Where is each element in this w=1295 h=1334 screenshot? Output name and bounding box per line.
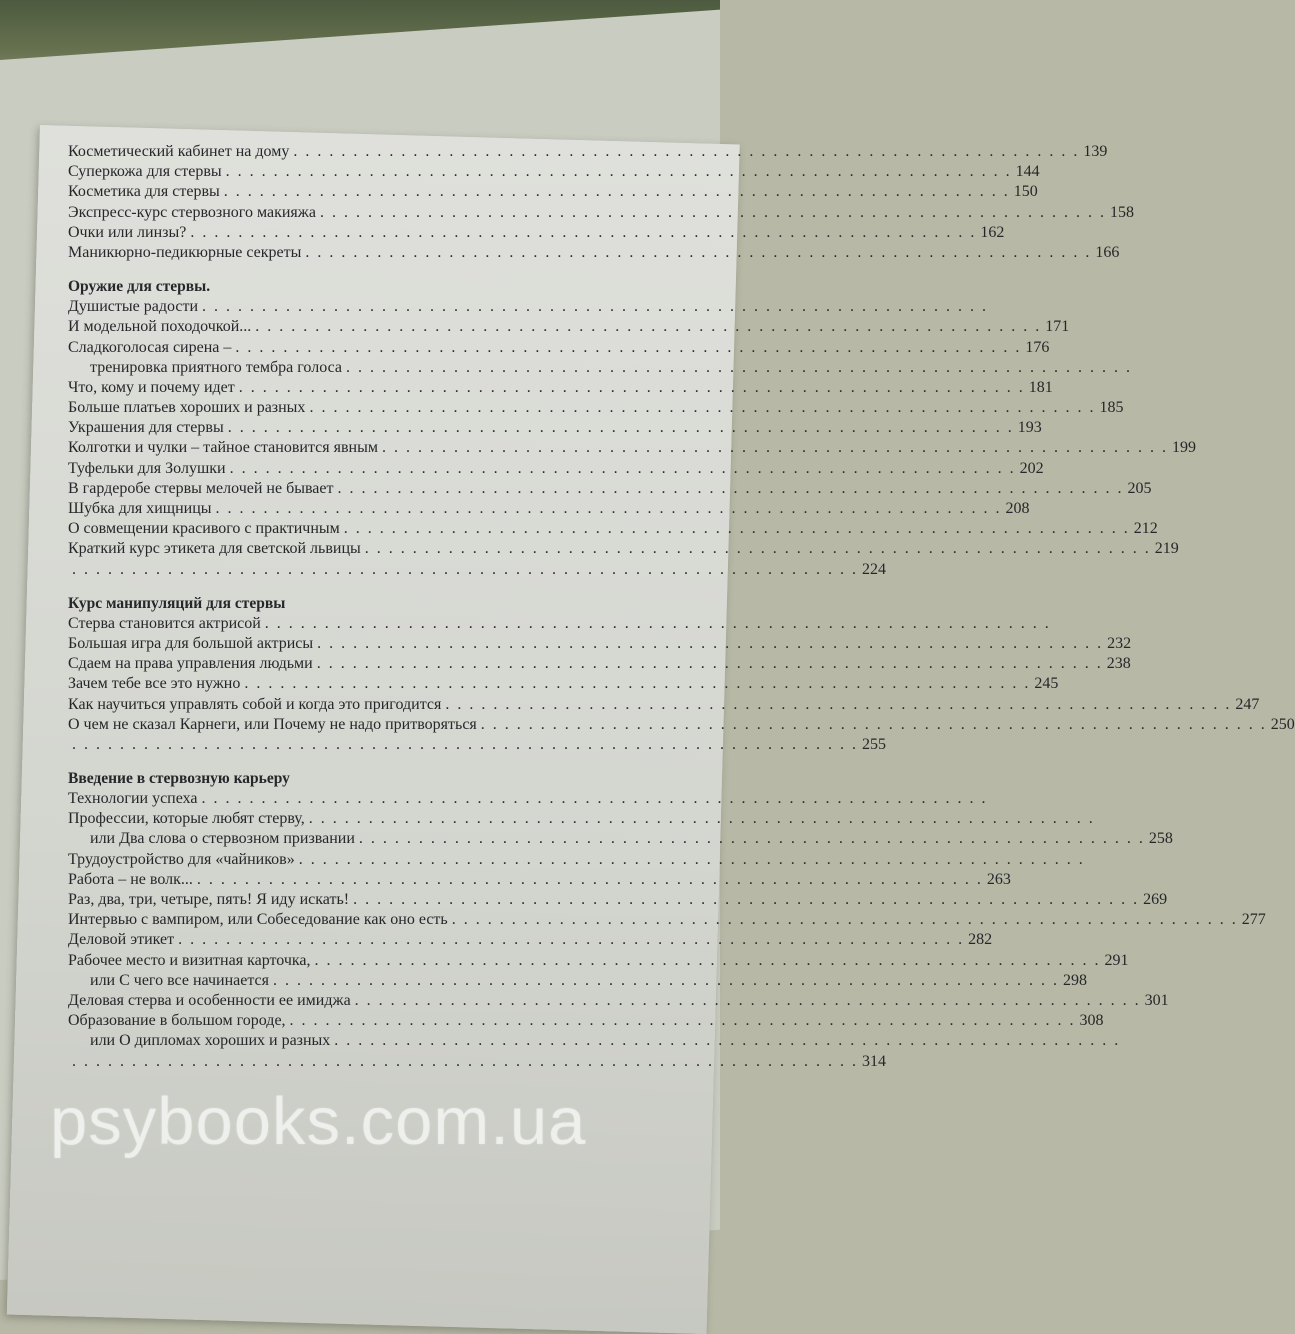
section-heading: Оружие для стервы. xyxy=(68,278,211,296)
toc-entry xyxy=(68,930,993,950)
toc-entry-title: Раз, два, три, четыре, пять! Я иду искать! xyxy=(68,891,350,908)
toc-entry-page: 144 xyxy=(1015,163,1040,181)
toc-entry-title: Туфельки для Золушки xyxy=(68,459,226,477)
toc-entry-page: 158 xyxy=(1109,203,1134,221)
dot-leader: . . . . . . . . . . . . . . . . . . . . . . . . . . . . . . . . . . . . . . . . . . . . . . . . . . . . . . . . . . . . . . . . . . xyxy=(196,870,983,888)
toc-entry xyxy=(68,809,1095,829)
toc-entry xyxy=(68,438,1196,458)
toc-entry-title: Косметический кабинет на дому xyxy=(68,143,290,160)
toc-entry-title: Что, кому и почему идет xyxy=(68,378,235,396)
dot-leader: . . . . . . . . . . . . . . . . . . . . . . . . . . . . . . . . . . . . . . . . . . . . . . . . . . . . . . . . . . . . . . . . . . xyxy=(308,810,1095,828)
section-heading: Введение в стервозную карьеру xyxy=(68,770,290,788)
toc-entry xyxy=(68,338,1050,358)
toc-entry-page: 193 xyxy=(1017,419,1042,437)
toc-entry-page: 308 xyxy=(1079,1012,1104,1030)
dot-leader: . . . . . . . . . . . . . . . . . . . . . . . . . . . . . . . . . . . . . . . . . . . . . . . . . . . . . . . . . . . . . . . . . . xyxy=(201,790,988,808)
toc-entry-title: Душистые радости xyxy=(68,298,199,316)
dot-leader: . . . . . . . . . . . . . . . . . . . . . . . . . . . . . . . . . . . . . . . . . . . . . . . . . . . . . . . . . . . . . . . . . . xyxy=(343,520,1130,538)
toc-entry-title: Образование в большом городе, xyxy=(68,1012,286,1030)
toc-entry-title: или С чего все начинается xyxy=(90,971,269,989)
toc-entry xyxy=(68,499,1030,519)
toc-entry-title: Очки или линзы? xyxy=(68,223,187,241)
toc-entry xyxy=(68,418,1042,438)
toc-entry-title: Профессии, которые любят стерву, xyxy=(68,810,305,828)
toc-entry xyxy=(68,560,886,580)
dot-leader: . . . . . . . . . . . . . . . . . . . . . . . . . . . . . . . . . . . . . . . . . . . . . . . . . . . . . . . . . . . . . . . . . . xyxy=(215,500,1002,517)
toc-entry-page: 166 xyxy=(1095,243,1120,261)
toc-entry-title: Украшения для стервы xyxy=(68,419,224,437)
dot-leader: . . . . . . . . . . . . . . . . . . . . . . . . . . . . . . . . . . . . . . . . . . . . . . . . . . . . . . . . . . . . . . . . . . xyxy=(305,243,1092,261)
dot-leader: . . . . . . . . . . . . . . . . . . . . . . . . . . . . . . . . . . . . . . . . . . . . . . . . . . . . . . . . . . . . . . . . . . xyxy=(364,540,1151,558)
toc-entry xyxy=(68,910,1266,930)
toc-entry xyxy=(68,870,1011,890)
dot-leader: . . . . . . . . . . . . . . . . . . . . . . . . . . . . . . . . . . . . . . . . . . . . . . . . . . . . . . . . . . . . . . . . . . xyxy=(235,338,1022,356)
dot-leader: . . . . . . . . . . . . . . . . . . . . . . . . . . . . . . . . . . . . . . . . . . . . . . . . . . . . . . . . . . . . . . . . . . xyxy=(314,951,1101,969)
dot-leader: . . . . . . . . . . . . . . . . . . . . . . . . . . . . . . . . . . . . . . . . . . . . . . . . . . . . . . . . . . . . . . . . . . xyxy=(227,419,1014,437)
toc-entry-title: О совмещении красивого с практичным xyxy=(68,520,340,538)
toc-entry-page: 185 xyxy=(1099,399,1124,417)
toc-entry-title: О чем не сказал Карнеги, или Почему не надо притворяться xyxy=(68,715,477,733)
dot-leader: . . . . . . . . . . . . . . . . . . . . . . . . . . . . . . . . . . . . . . . . . . . . . . . . . . . . . . . . . . . . . . . . . . xyxy=(264,614,1051,632)
toc-entry xyxy=(68,1031,1121,1051)
toc-entry xyxy=(68,695,1260,715)
toc-entry-page: 245 xyxy=(1034,675,1059,693)
toc-entry xyxy=(68,1052,886,1072)
toc-entry-title: Косметика для стервы xyxy=(68,183,220,201)
toc-entry-page: 162 xyxy=(980,223,1005,241)
dot-leader: . . . . . . . . . . . . . . . . . . . . . . . . . . . . . . . . . . . . . . . . . . . . . . . . . . . . . . . . . . . . . . . . . . xyxy=(298,850,1085,868)
toc-entry xyxy=(68,890,1168,910)
section-heading: Курс манипуляций для стервы xyxy=(68,594,286,612)
dot-leader: . . . . . . . . . . . . . . . . . . . . . . . . . . . . . . . . . . . . . . . . . . . . . . . . . . . . . . . . . . . . . . . . . . xyxy=(72,560,858,578)
toc-entry-page: 238 xyxy=(1106,655,1131,673)
toc-entry-page: 269 xyxy=(1143,891,1168,908)
toc-entry-title: Зачем тебе все это нужно xyxy=(68,675,241,693)
toc-entry xyxy=(68,1011,1104,1031)
toc-entry-title: Трудоустройство для «чайников» xyxy=(68,850,295,868)
dot-leader: . . . . . . . . . . . . . . . . . . . . . . . . . . . . . . . . . . . . . . . . . . . . . . . . . . . . . . . . . . . . . . . . . . xyxy=(354,991,1141,1009)
toc-entry-page: 255 xyxy=(862,735,886,753)
dot-leader: . . . . . . . . . . . . . . . . . . . . . . . . . . . . . . . . . . . . . . . . . . . . . . . . . . . . . . . . . . . . . . . . . . xyxy=(309,399,1096,417)
dot-leader: . . . . . . . . . . . . . . . . . . . . . . . . . . . . . . . . . . . . . . . . . . . . . . . . . . . . . . . . . . . . . . . . . . xyxy=(346,358,1132,376)
dot-leader: . . . . . . . . . . . . . . . . . . . . . . . . . . . . . . . . . . . . . . . . . . . . . . . . . . . . . . . . . . . . . . . . . . xyxy=(255,318,1042,336)
dot-leader: . . . . . . . . . . . . . . . . . . . . . . . . . . . . . . . . . . . . . . . . . . . . . . . . . . . . . . . . . . . . . . . . . . xyxy=(317,634,1104,652)
toc-entry xyxy=(68,539,1179,559)
toc-entry-page: 181 xyxy=(1028,378,1053,396)
toc-entry-title: Сладкоголосая сирена – xyxy=(68,338,232,356)
dot-leader: . . . . . . . . . . . . . . . . . . . . . . . . . . . . . . . . . . . . . . . . . . . . . . . . . . . . . . . . . . . . . . . . . . xyxy=(190,223,977,241)
toc-entry-title: Деловой этикет xyxy=(68,931,175,949)
dot-leader: . . . . . . . . . . . . . . . . . . . . . . . . . . . . . . . . . . . . . . . . . . . . . . . . . . . . . . . . . . . . . . . . . . xyxy=(72,735,858,753)
toc-entry-page: 263 xyxy=(986,870,1011,888)
dot-leader: . . . . . . . . . . . . . . . . . . . . . . . . . . . . . . . . . . . . . . . . . . . . . . . . . . . . . . . . . . . . . . . . . . xyxy=(223,183,1010,201)
toc-entry-page: 202 xyxy=(1019,459,1044,477)
toc-entry xyxy=(68,203,1134,223)
toc-entry xyxy=(68,182,1038,202)
dot-leader: . . . . . . . . . . . . . . . . . . . . . . . . . . . . . . . . . . . . . . . . . . . . . . . . . . . . . . . . . . . . . . . . . . xyxy=(353,891,1140,908)
toc-entry-title: или О дипломах хороших и разных xyxy=(90,1032,331,1050)
dot-leader: . . . . . . . . . . . . . . . . . . . . . . . . . . . . . . . . . . . . . . . . . . . . . . . . . . . . . . . . . . . . . . . . . . xyxy=(238,378,1025,396)
watermark: psybooks.com.ua xyxy=(50,1084,587,1159)
dot-leader: . . . . . . . . . . . . . . . . . . . . . . . . . . . . . . . . . . . . . . . . . . . . . . . . . . . . . . . . . . . . . . . . . . xyxy=(293,143,1080,160)
toc-entry-page: 232 xyxy=(1107,634,1132,652)
toc-entry-title: В гардеробе стервы мелочей не бывает xyxy=(68,479,334,497)
dot-leader: . . . . . . . . . . . . . . . . . . . . . . . . . . . . . . . . . . . . . . . . . . . . . . . . . . . . . . . . . . . . . . . . . . xyxy=(202,298,989,316)
toc-entry xyxy=(68,735,886,755)
toc-entry-page: 139 xyxy=(1083,143,1108,160)
toc-entry-title: Большая игра для большой актрисы xyxy=(68,634,314,652)
toc-entry-page: 224 xyxy=(862,560,886,578)
toc-entry-title: тренировка приятного тембра голоса xyxy=(90,358,342,376)
dot-leader: . . . . . . . . . . . . . . . . . . . . . . . . . . . . . . . . . . . . . . . . . . . . . . . . . . . . . . . . . . . . . . . . . . xyxy=(337,479,1124,497)
dot-leader: . . . . . . . . . . . . . . . . . . . . . . . . . . . . . . . . . . . . . . . . . . . . . . . . . . . . . . . . . . . . . . . . . . xyxy=(381,439,1168,457)
dot-leader: . . . . . . . . . . . . . . . . . . . . . . . . . . . . . . . . . . . . . . . . . . . . . . . . . . . . . . . . . . . . . . . . . . xyxy=(244,675,1031,693)
toc-entry-title: Экспресс-курс стервозного макияжа xyxy=(68,203,316,221)
toc-entry-title: Сдаем на права управления людьми xyxy=(68,655,313,673)
toc-entry xyxy=(68,614,1051,634)
toc-entry xyxy=(68,991,1169,1011)
toc-entry-title: или Два слова о стервозном призвании xyxy=(90,830,355,848)
toc-entry-title: Суперкожа для стервы xyxy=(68,163,222,181)
toc-entry-page: 282 xyxy=(968,931,993,949)
toc-entry-title: Технологии успеха xyxy=(68,790,198,808)
toc-entry-title: Рабочее место и визитная карточка, xyxy=(68,951,311,969)
dot-leader: . . . . . . . . . . . . . . . . . . . . . . . . . . . . . . . . . . . . . . . . . . . . . . . . . . . . . . . . . . . . . . . . . . xyxy=(334,1032,1121,1050)
toc-entry xyxy=(68,654,1131,674)
toc-entry xyxy=(68,715,1295,735)
toc-entry-page: 250 xyxy=(1270,715,1295,733)
toc-entry-title: Деловая стерва и особенности ее имиджа xyxy=(68,991,351,1009)
dot-leader: . . . . . . . . . . . . . . . . . . . . . . . . . . . . . . . . . . . . . . . . . . . . . . . . . . . . . . . . . . . . . . . . . . xyxy=(225,163,1012,181)
toc-entry-title: Интервью с вампиром, или Собеседование как оно есть xyxy=(68,911,448,929)
toc-entry-title: Краткий курс этикета для светской львицы xyxy=(68,540,361,558)
toc-entry xyxy=(68,850,1085,870)
toc-entry-page: 301 xyxy=(1144,991,1169,1009)
toc-entry xyxy=(68,829,1173,849)
dot-leader: . . . . . . . . . . . . . . . . . . . . . . . . . . . . . . . . . . . . . . . . . . . . . . . . . . . . . . . . . . . . . . . . . . xyxy=(72,1052,858,1070)
dot-leader: . . . . . . . . . . . . . . . . . . . . . . . . . . . . . . . . . . . . . . . . . . . . . . . . . . . . . . . . . . . . . . . . . . xyxy=(229,459,1016,477)
toc-entry-page: 150 xyxy=(1013,183,1038,201)
toc-entry-title: Шубка для хищницы xyxy=(68,500,212,517)
toc-entry xyxy=(68,317,1070,337)
dot-leader: . . . . . . . . . . . . . . . . . . . . . . . . . . . . . . . . . . . . . . . . . . . . . . . . . . . . . . . . . . . . . . . . . . xyxy=(480,715,1267,733)
dot-leader: . . . . . . . . . . . . . . . . . . . . . . . . . . . . . . . . . . . . . . . . . . . . . . . . . . . . . . . . . . . . . . . . . . xyxy=(319,203,1106,221)
toc-entry xyxy=(68,951,1129,971)
toc-entry-title: Работа – не волк... xyxy=(68,870,193,888)
table-of-contents xyxy=(68,142,1295,1072)
toc-entry-title: Как научиться управлять собой и когда это пригодится xyxy=(68,695,442,713)
toc-entry-page: 258 xyxy=(1148,830,1173,848)
toc-entry-page: 291 xyxy=(1104,951,1129,969)
toc-entry-page: 298 xyxy=(1063,971,1087,989)
toc-entry xyxy=(68,398,1124,418)
dot-leader: . . . . . . . . . . . . . . . . . . . . . . . . . . . . . . . . . . . . . . . . . . . . . . . . . . . . . . . . . . . . . . . . . . xyxy=(451,911,1238,929)
toc-entry-page: 199 xyxy=(1171,439,1196,457)
toc-entry-page: 247 xyxy=(1235,695,1260,713)
toc-entry xyxy=(68,243,1120,263)
dot-leader: . . . . . . . . . . . . . . . . . . . . . . . . . . . . . . . . . . . . . . . . . . . . . . . . . . . . . . . . . . . . . . . . . . xyxy=(178,931,965,949)
toc-entry-title: Колготки и чулки – тайное становится явным xyxy=(68,439,378,457)
dot-leader: . . . . . . . . . . . . . . . . . . . . . . . . . . . . . . . . . . . . . . . . . . . . . . . . . . . . . . . . . . . . . . . . . . xyxy=(445,695,1232,713)
dot-leader: . . . . . . . . . . . . . . . . . . . . . . . . . . . . . . . . . . . . . . . . . . . . . . . . . . . . . . . . . . . . . . . . . . xyxy=(273,971,1059,989)
toc-entry xyxy=(68,223,1005,243)
toc-entry xyxy=(68,378,1053,398)
toc-entry-page: 205 xyxy=(1127,479,1152,497)
dot-leader: . . . . . . . . . . . . . . . . . . . . . . . . . . . . . . . . . . . . . . . . . . . . . . . . . . . . . . . . . . . . . . . . . . xyxy=(358,830,1145,848)
toc-entry-page: 176 xyxy=(1025,338,1050,356)
toc-entry xyxy=(68,297,989,317)
toc-entry xyxy=(68,519,1158,539)
toc-entry-page: 314 xyxy=(862,1052,886,1070)
toc-entry xyxy=(68,479,1152,499)
toc-entry xyxy=(68,142,1108,162)
toc-entry-title: Маникюрно-педикюрные секреты xyxy=(68,243,302,261)
toc-entry-page: 219 xyxy=(1154,540,1179,558)
toc-entry xyxy=(68,789,988,809)
toc-entry-page: 212 xyxy=(1133,520,1158,538)
toc-entry-title: Стерва становится актрисой xyxy=(68,614,261,632)
toc-entry-page: 171 xyxy=(1045,318,1070,336)
toc-entry xyxy=(68,358,1132,378)
toc-entry-page: 277 xyxy=(1241,911,1266,929)
toc-entry xyxy=(68,674,1059,694)
dot-leader: . . . . . . . . . . . . . . . . . . . . . . . . . . . . . . . . . . . . . . . . . . . . . . . . . . . . . . . . . . . . . . . . . . xyxy=(289,1012,1076,1030)
toc-entry-title: И модельной походочкой... xyxy=(68,318,252,336)
toc-entry xyxy=(68,971,1087,991)
dot-leader: . . . . . . . . . . . . . . . . . . . . . . . . . . . . . . . . . . . . . . . . . . . . . . . . . . . . . . . . . . . . . . . . . . xyxy=(316,655,1103,673)
toc-entry xyxy=(68,162,1040,182)
toc-entry-title: Больше платьев хороших и разных xyxy=(68,399,306,417)
toc-entry-page: 208 xyxy=(1005,500,1030,517)
toc-entry xyxy=(68,459,1044,479)
toc-entry xyxy=(68,634,1132,654)
